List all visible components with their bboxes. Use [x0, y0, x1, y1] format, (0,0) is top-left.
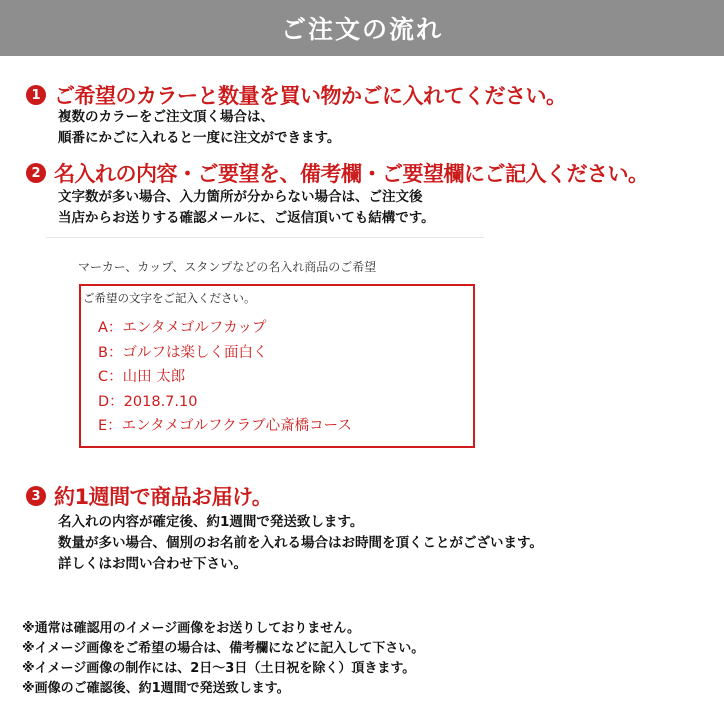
step-1-description — [58, 107, 340, 149]
example-list — [98, 316, 352, 439]
example-item: E：エンタメゴルフクラブ心斎橋コース — [98, 418, 352, 434]
description-line: 詳しくはお問い合わせ下さい。 — [58, 556, 247, 572]
step-1-title: ご希望のカラーと数量を買い物かごに入れてください。 — [54, 84, 567, 108]
step-1 — [26, 80, 567, 110]
example-item: B：ゴルフは楽しく面白く — [98, 344, 268, 361]
step-2-title: 名入れの内容・ご要望を、備考欄・ご要望欄にご記入ください。 — [54, 162, 649, 186]
description-line: 文字数が多い場合、入力箇所が分からない場合は、ご注文後 — [58, 189, 423, 205]
example-item: A：エンタメゴルフカップ — [98, 320, 267, 336]
description-line: 当店からお送りする確認メールに、ご返信頂いても結構です。 — [58, 210, 435, 226]
example-textarea — [79, 284, 475, 448]
notes-section — [22, 619, 424, 699]
note-line: ※イメージ画像の制作には、2日〜3日（土日祝を除く）頂きます。 — [22, 661, 416, 676]
page-title: ご注文の流れ — [280, 15, 443, 44]
description-line: 数量が多い場合、個別のお名前を入れる場合はお時間を頂くことがございます。 — [58, 535, 543, 551]
step-2 — [26, 158, 649, 188]
step-3-title: 約1週間で商品お届け。 — [54, 485, 273, 509]
header-bar — [0, 0, 724, 56]
note-line: ※画像のご確認後、約1週間で発送致します。 — [22, 681, 290, 696]
example-item: C：山田 太郎 — [98, 369, 186, 385]
step-number-badge: 1 — [26, 85, 46, 105]
step-2-description — [58, 187, 435, 229]
note-line: ※イメージ画像をご希望の場合は、備考欄になどに記入して下さい。 — [22, 641, 425, 656]
step-number-badge: 2 — [26, 163, 46, 183]
step-3 — [26, 481, 272, 511]
example-item: D：2018.7.10 — [98, 393, 198, 410]
step-3-description — [58, 512, 543, 575]
form-field-label: マーカー、カップ、スタンプなどの名入れ商品のご希望 — [78, 260, 377, 274]
description-line: 複数のカラーをご注文頂く場合は、 — [58, 109, 274, 125]
textarea-hint: ご希望の文字をご記入ください。 — [83, 291, 256, 305]
note-line: ※通常は確認用のイメージ画像をお送りしておりません。 — [22, 621, 361, 636]
step-number-badge: 3 — [26, 486, 46, 506]
description-line: 名入れの内容が確定後、約1週間で発送致します。 — [58, 514, 364, 530]
description-line: 順番にかごに入れると一度に注文ができます。 — [58, 130, 341, 146]
